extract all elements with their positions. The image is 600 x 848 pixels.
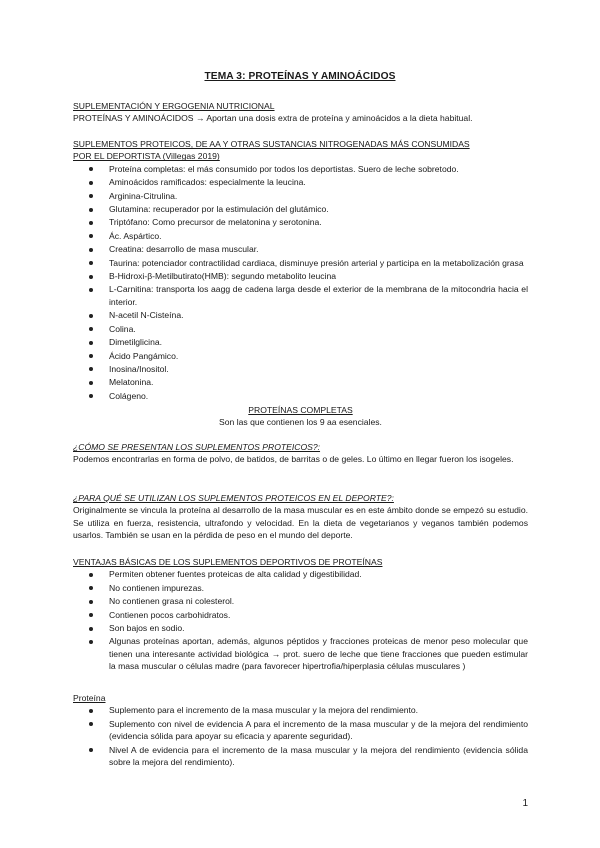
section-suplementos-proteicos: [73, 138, 528, 403]
section-text: Podemos encontrarlas en forma de polvo, de batidos, de barritas o de geles. Lo último en llegar fueron los isogeles.: [73, 454, 514, 465]
section-para-que: [73, 492, 528, 542]
list-item: No contienen impurezas.: [73, 582, 528, 594]
list-item: Colina.: [73, 323, 528, 335]
list-item: L-Carnitina: transporta los aagg de cadena larga desde el exterior de la membrana de la mitocondria hacia el interior.: [73, 283, 528, 308]
section-heading: VENTAJAS BÁSICAS DE LOS SUPLEMENTOS DEPORTIVOS DE PROTEÍNAS: [73, 557, 383, 567]
section-proteina: [73, 692, 528, 769]
list-item: Permiten obtener fuentes proteicas de alta calidad y digestibilidad.: [73, 568, 528, 580]
section-heading: Proteína: [73, 693, 106, 703]
list-item: Algunas proteínas aportan, además, algunos péptidos y fracciones proteicas de menor peso molecular que tienen una interesante actividad biológica → prot. suero de leche que tiene fracciones que pueden estimular la masa muscular o células madre (para favorecer hipertrofia/hiperplasia células musculares ): [73, 635, 528, 672]
list-item: Nivel A de evidencia para el incremento de la masa muscular y la mejora del rendimiento (evidencia sólida sobre la mejora del rendimiento).: [73, 744, 528, 769]
list-item: Glutamina: recuperador por la estimulación del glutámico.: [73, 203, 528, 215]
section-text: Originalmente se vincula la proteína al desarrollo de la masa muscular es en este ámbito donde se empezó su estudio. Se utiliza en fuerza, resistencia, ultrafondo y velocidad. En la dieta de vegetarianos y veganos también podemos usarlos. También se usan en la pérdida de peso en el mundo del deporte.: [73, 505, 528, 541]
list-item: Suplemento para el incremento de la masa muscular y la mejora del rendimiento.: [73, 704, 528, 716]
section-heading: PROTEÍNAS COMPLETAS: [248, 405, 353, 415]
list-item: Suplemento con nivel de evidencia A para el incremento de la masa muscular y de la mejora del rendimiento (evidencia sólida para apoyar su eficacia y aparente seguridad).: [73, 718, 528, 743]
list-item: Colágeno.: [73, 390, 528, 402]
list-item: N-acetil N-Cisteína.: [73, 309, 528, 321]
page-title: TEMA 3: PROTEÍNAS Y AMINOÁCIDOS: [204, 71, 396, 82]
list-item: Ácido Pangámico.: [73, 350, 528, 362]
list-item: Inosina/Inositol.: [73, 363, 528, 375]
list-item: Creatina: desarrollo de masa muscular.: [73, 243, 528, 255]
section-ventajas: [73, 556, 528, 674]
section-text: Son las que contienen los 9 aa esenciales.: [219, 417, 382, 428]
list-item: B-Hidroxi-β-Metilbutirato(HMB): segundo metabolito leucina: [73, 270, 528, 282]
section-como-se-presentan: [73, 441, 528, 466]
section-suplementacion: [73, 100, 528, 125]
ventajas-list: [73, 568, 528, 672]
section-heading: SUPLEMENTACIÓN Y ERGOGENIA NUTRICIONAL: [73, 101, 275, 111]
list-item: Proteína completas: el más consumido por todos los deportistas. Suero de leche sobretodo.: [73, 163, 528, 175]
list-item: Triptófano: Como precursor de melatonina y serotonina.: [73, 216, 528, 228]
section-heading: ¿CÓMO SE PRESENTAN LOS SUPLEMENTOS PROTEICOS?:: [73, 442, 321, 452]
list-item: Contienen pocos carbohidratos.: [73, 609, 528, 621]
list-item: Ác. Aspártico.: [73, 230, 528, 242]
section-heading: POR EL DEPORTISTA (Villegas 2019): [73, 151, 220, 162]
list-item: Son bajos en sodio.: [73, 622, 528, 634]
list-item: Dimetilglicina.: [73, 336, 528, 348]
list-item: No contienen grasa ni colesterol.: [73, 595, 528, 607]
page-number: 1: [522, 798, 528, 809]
section-heading: ¿PARA QUÉ SE UTILIZAN LOS SUPLEMENTOS PROTEICOS EN EL DEPORTE?:: [73, 493, 394, 503]
list-item: Arginina-Citrulina.: [73, 190, 528, 202]
section-text: PROTEÍNAS Y AMINOÁCIDOS → Aportan una dosis extra de proteína y aminoácidos a la dieta habitual.: [73, 113, 473, 124]
section-heading: SUPLEMENTOS PROTEICOS, DE AA Y OTRAS SUSTANCIAS NITROGENADAS MÁS CONSUMIDAS: [73, 139, 470, 149]
list-item: Taurina: potenciador contractilidad cardiaca, disminuye presión arterial y participa en la metabolización grasa: [73, 257, 528, 269]
section-proteinas-completas: [73, 404, 528, 429]
proteina-list: [73, 704, 528, 768]
list-item: Melatonina.: [73, 376, 528, 388]
supplement-list: [73, 163, 528, 402]
list-item: Aminoácidos ramificados: especialmente la leucina.: [73, 176, 528, 188]
